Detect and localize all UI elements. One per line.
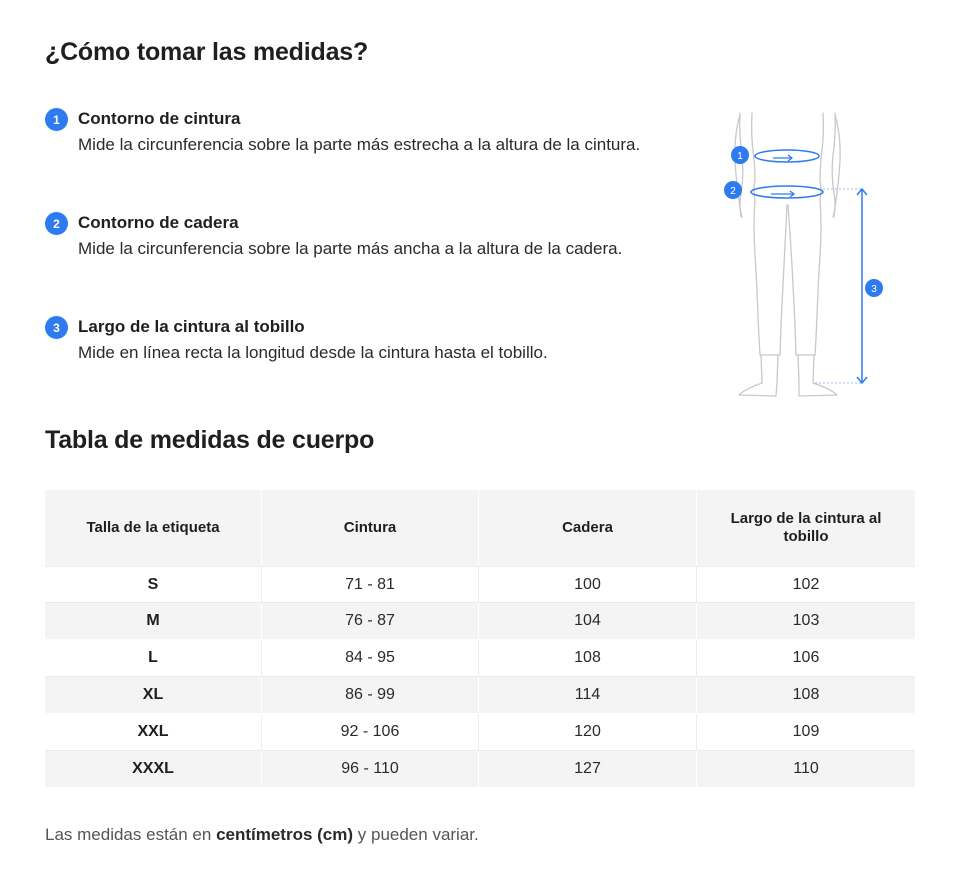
table-row <box>45 714 915 751</box>
svg-text:3: 3 <box>871 284 877 295</box>
column-header: Cadera <box>479 490 697 566</box>
size-table-title: Tabla de medidas de cuerpo <box>45 426 375 454</box>
length-value: 103 <box>697 603 915 640</box>
length-value: 102 <box>697 566 915 603</box>
step-number-badge: 1 <box>45 108 68 131</box>
size-table <box>45 490 915 788</box>
length-value: 106 <box>697 640 915 677</box>
column-header: Cintura <box>262 490 479 566</box>
table-row <box>45 566 915 603</box>
hip-value: 100 <box>479 566 697 603</box>
table-row <box>45 751 915 788</box>
table-row <box>45 640 915 677</box>
page-title: ¿Cómo tomar las medidas? <box>45 38 369 66</box>
table-row <box>45 603 915 640</box>
hip-value: 120 <box>479 714 697 751</box>
body-measurement-diagram-icon <box>715 105 895 405</box>
units-note-suffix: y pueden variar. <box>353 825 479 844</box>
length-value: 110 <box>697 751 915 788</box>
waist-value: 71 - 81 <box>262 566 479 603</box>
table-row <box>45 677 915 714</box>
length-value: 109 <box>697 714 915 751</box>
svg-text:2: 2 <box>730 186 736 197</box>
step-description: Mide la circunferencia sobre la parte más estrecha a la altura de la cintura. <box>78 135 641 154</box>
step-title: Contorno de cintura <box>78 109 241 128</box>
size-label: XXXL <box>45 751 262 788</box>
size-label: XL <box>45 677 262 714</box>
size-label: L <box>45 640 262 677</box>
hip-value: 114 <box>479 677 697 714</box>
waist-value: 84 - 95 <box>262 640 479 677</box>
size-label: XXL <box>45 714 262 751</box>
step-description: Mide la circunferencia sobre la parte más ancha a la altura de la cadera. <box>78 239 623 258</box>
waist-value: 92 - 106 <box>262 714 479 751</box>
waist-value: 86 - 99 <box>262 677 479 714</box>
waist-value: 96 - 110 <box>262 751 479 788</box>
step-title: Contorno de cadera <box>78 213 239 232</box>
units-note <box>45 825 479 845</box>
hip-value: 104 <box>479 603 697 640</box>
hip-value: 127 <box>479 751 697 788</box>
step-number-badge: 3 <box>45 316 68 339</box>
table-header-row <box>45 490 915 566</box>
length-value: 108 <box>697 677 915 714</box>
step-number-badge: 2 <box>45 212 68 235</box>
size-label: M <box>45 603 262 640</box>
units-note-prefix: Las medidas están en <box>45 825 217 844</box>
svg-text:1: 1 <box>737 151 743 162</box>
column-header: Largo de la cintura al tobillo <box>697 490 915 566</box>
step-title: Largo de la cintura al tobillo <box>78 317 305 336</box>
step-description: Mide en línea recta la longitud desde la cintura hasta el tobillo. <box>78 343 548 362</box>
size-label: S <box>45 566 262 603</box>
hip-value: 108 <box>479 640 697 677</box>
units-note-emphasis: centímetros (cm) <box>216 825 354 844</box>
column-header: Talla de la etiqueta <box>45 490 262 566</box>
waist-value: 76 - 87 <box>262 603 479 640</box>
